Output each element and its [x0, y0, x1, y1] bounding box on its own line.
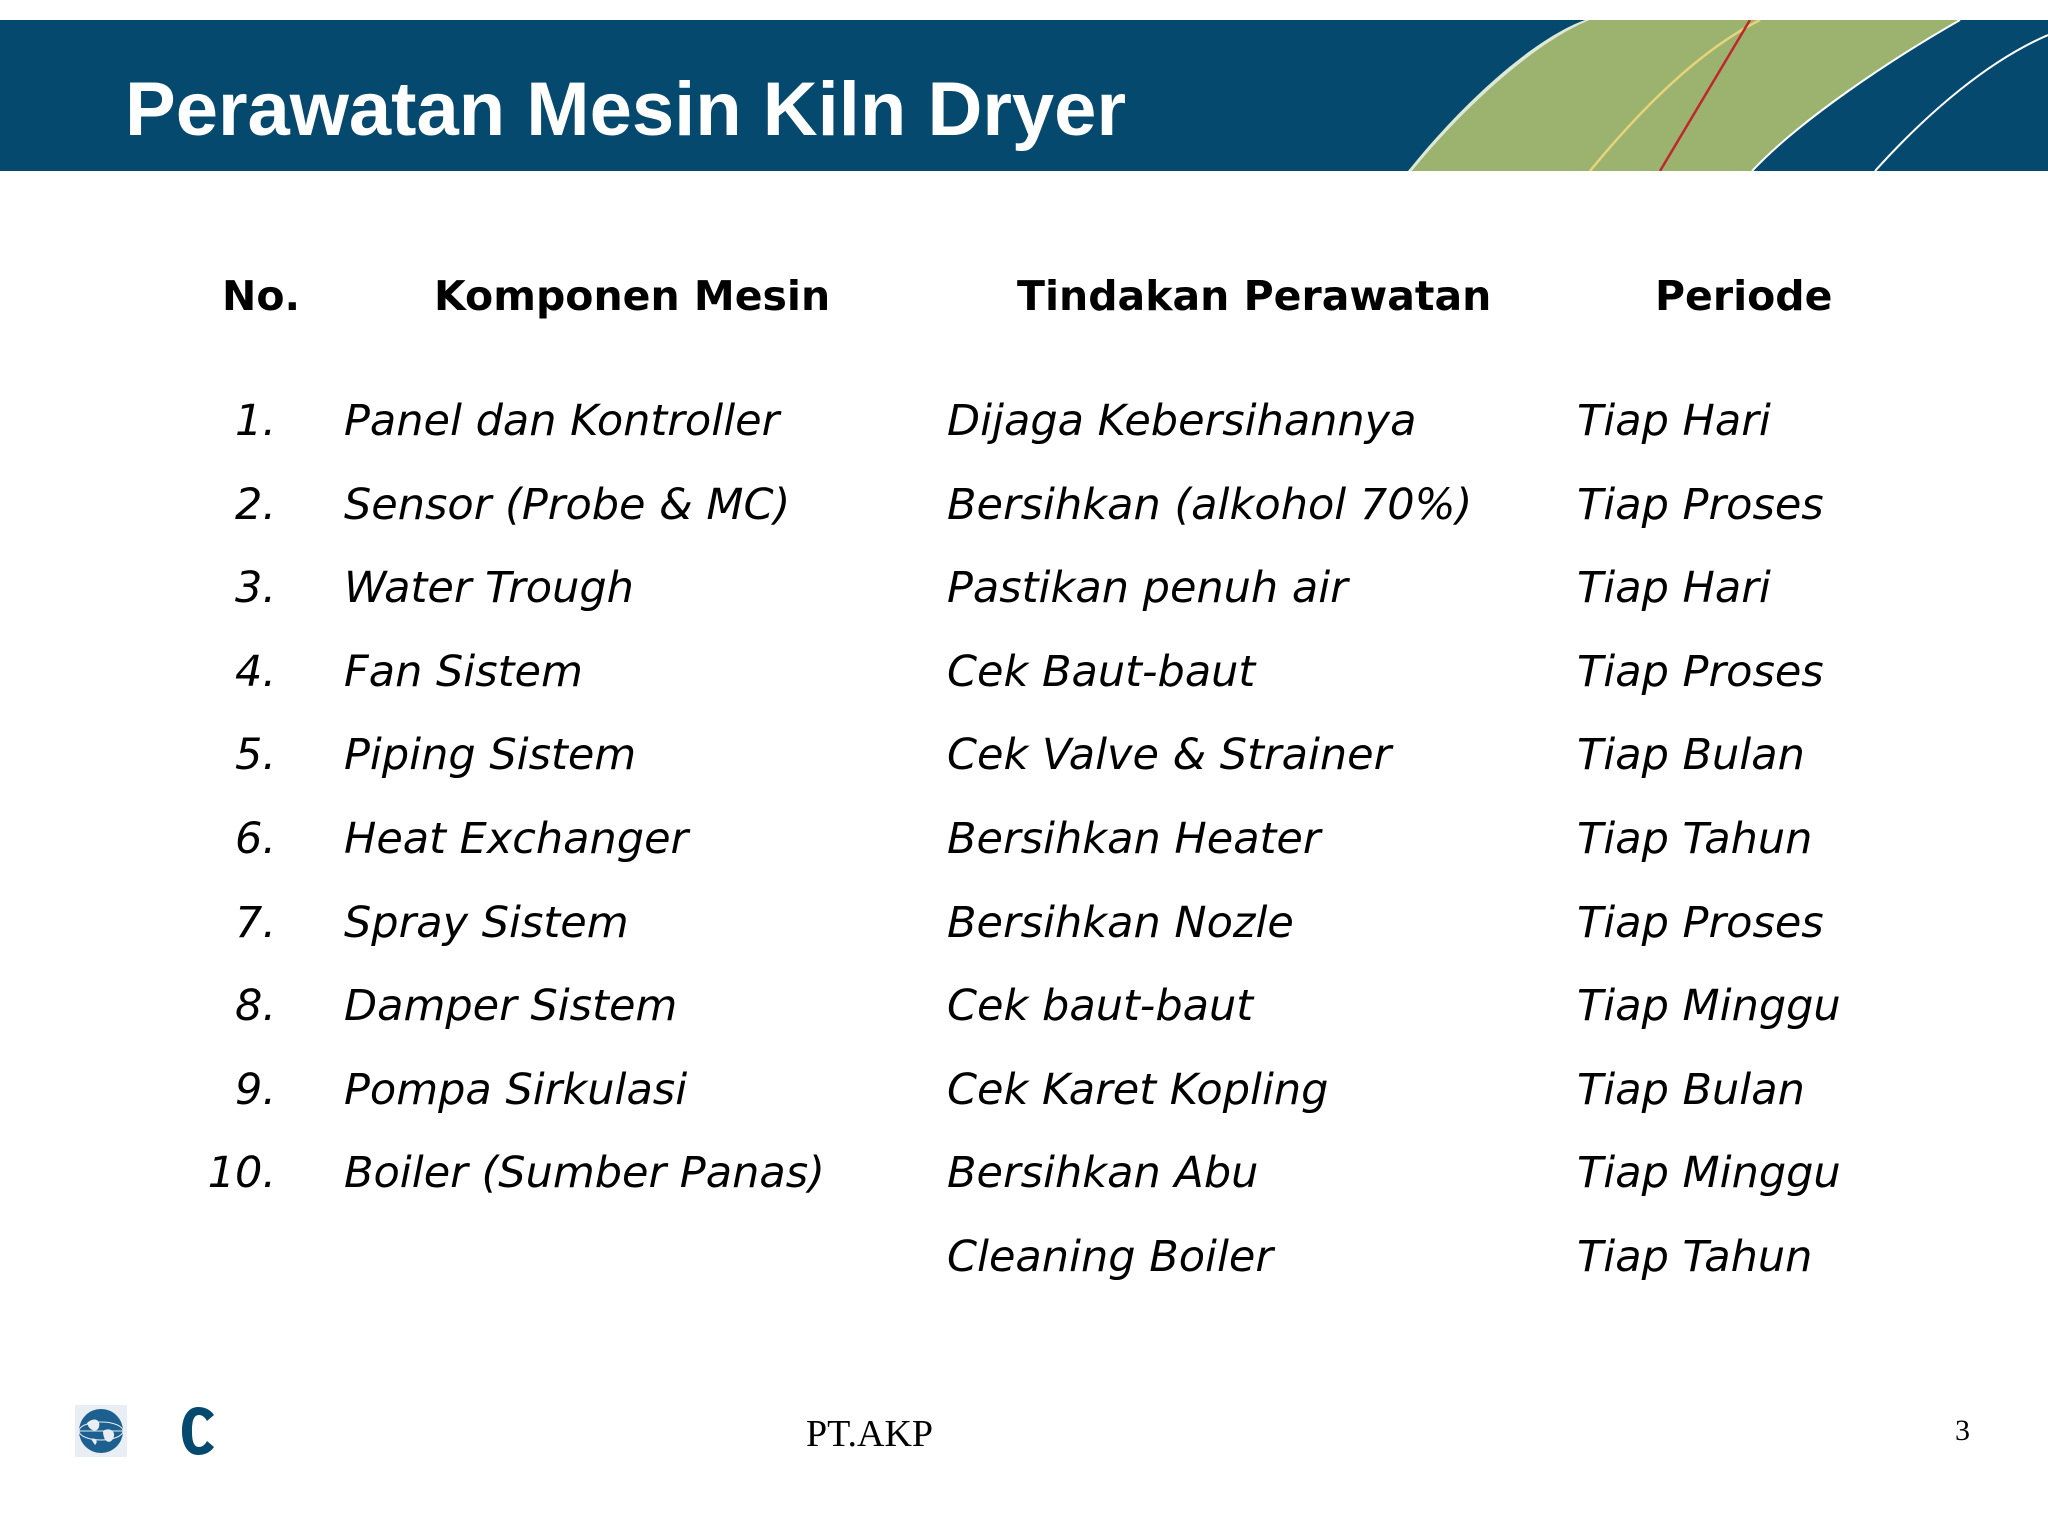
row-component: Heat Exchanger [344, 814, 689, 864]
row-component: Pompa Sirkulasi [344, 1065, 688, 1115]
column-header-no: No. [222, 272, 301, 320]
row-period: Tiap Tahun [1577, 1232, 1813, 1282]
row-period: Tiap Tahun [1577, 814, 1813, 864]
row-period: Tiap Minggu [1577, 1148, 1841, 1198]
row-period: Tiap Hari [1577, 563, 1771, 613]
page-number: 3 [1955, 1414, 1970, 1447]
row-action: Cek Karet Kopling [947, 1065, 1329, 1115]
column-header-component: Komponen Mesin [434, 272, 831, 320]
row-number: 4. [234, 647, 276, 697]
row-number: 8. [234, 981, 276, 1031]
row-action: Dijaga Kebersihannya [947, 396, 1417, 446]
row-component: Piping Sistem [344, 730, 637, 780]
row-period: Tiap Minggu [1577, 981, 1841, 1031]
row-number: 1. [234, 396, 276, 446]
row-action: Bersihkan Heater [947, 814, 1321, 864]
globe-icon [75, 1405, 127, 1457]
row-component: Panel dan Kontroller [344, 396, 780, 446]
row-number: 7. [234, 898, 276, 948]
row-number: 5. [234, 730, 276, 780]
row-period: Tiap Bulan [1577, 730, 1805, 780]
row-number: 3. [234, 563, 276, 613]
row-component: Damper Sistem [344, 981, 678, 1031]
row-number: 6. [234, 814, 276, 864]
slide-title: Perawatan Mesin Kiln Dryer [125, 67, 1127, 152]
row-action: Bersihkan Abu [947, 1148, 1259, 1198]
row-period: Tiap Proses [1577, 480, 1824, 530]
row-component: Spray Sistem [344, 898, 629, 948]
row-component: Boiler (Sumber Panas) [344, 1148, 825, 1198]
column-header-period: Periode [1655, 272, 1833, 320]
footer-company-name: PT.AKP [806, 1413, 934, 1455]
header-bar [0, 20, 2048, 171]
row-action: Bersihkan (alkohol 70%) [947, 480, 1473, 530]
row-action: Cek Valve & Strainer [947, 730, 1392, 780]
row-component: Fan Sistem [344, 647, 583, 697]
column-header-action: Tindakan Perawatan [1017, 272, 1492, 320]
c-logo-icon [180, 1403, 220, 1459]
row-action: Cleaning Boiler [947, 1232, 1274, 1282]
row-component: Water Trough [344, 563, 634, 613]
row-number: 10. [207, 1148, 276, 1198]
row-period: Tiap Hari [1577, 396, 1771, 446]
row-period: Tiap Proses [1577, 647, 1824, 697]
row-action: Pastikan penuh air [947, 563, 1348, 613]
row-action: Cek Baut-baut [947, 647, 1256, 697]
row-action: Bersihkan Nozle [947, 898, 1294, 948]
row-number: 9. [234, 1065, 276, 1115]
row-period: Tiap Bulan [1577, 1065, 1805, 1115]
row-component: Sensor (Probe & MC) [344, 480, 791, 530]
row-period: Tiap Proses [1577, 898, 1824, 948]
row-number: 2. [234, 480, 276, 530]
row-action: Cek baut-baut [947, 981, 1254, 1031]
